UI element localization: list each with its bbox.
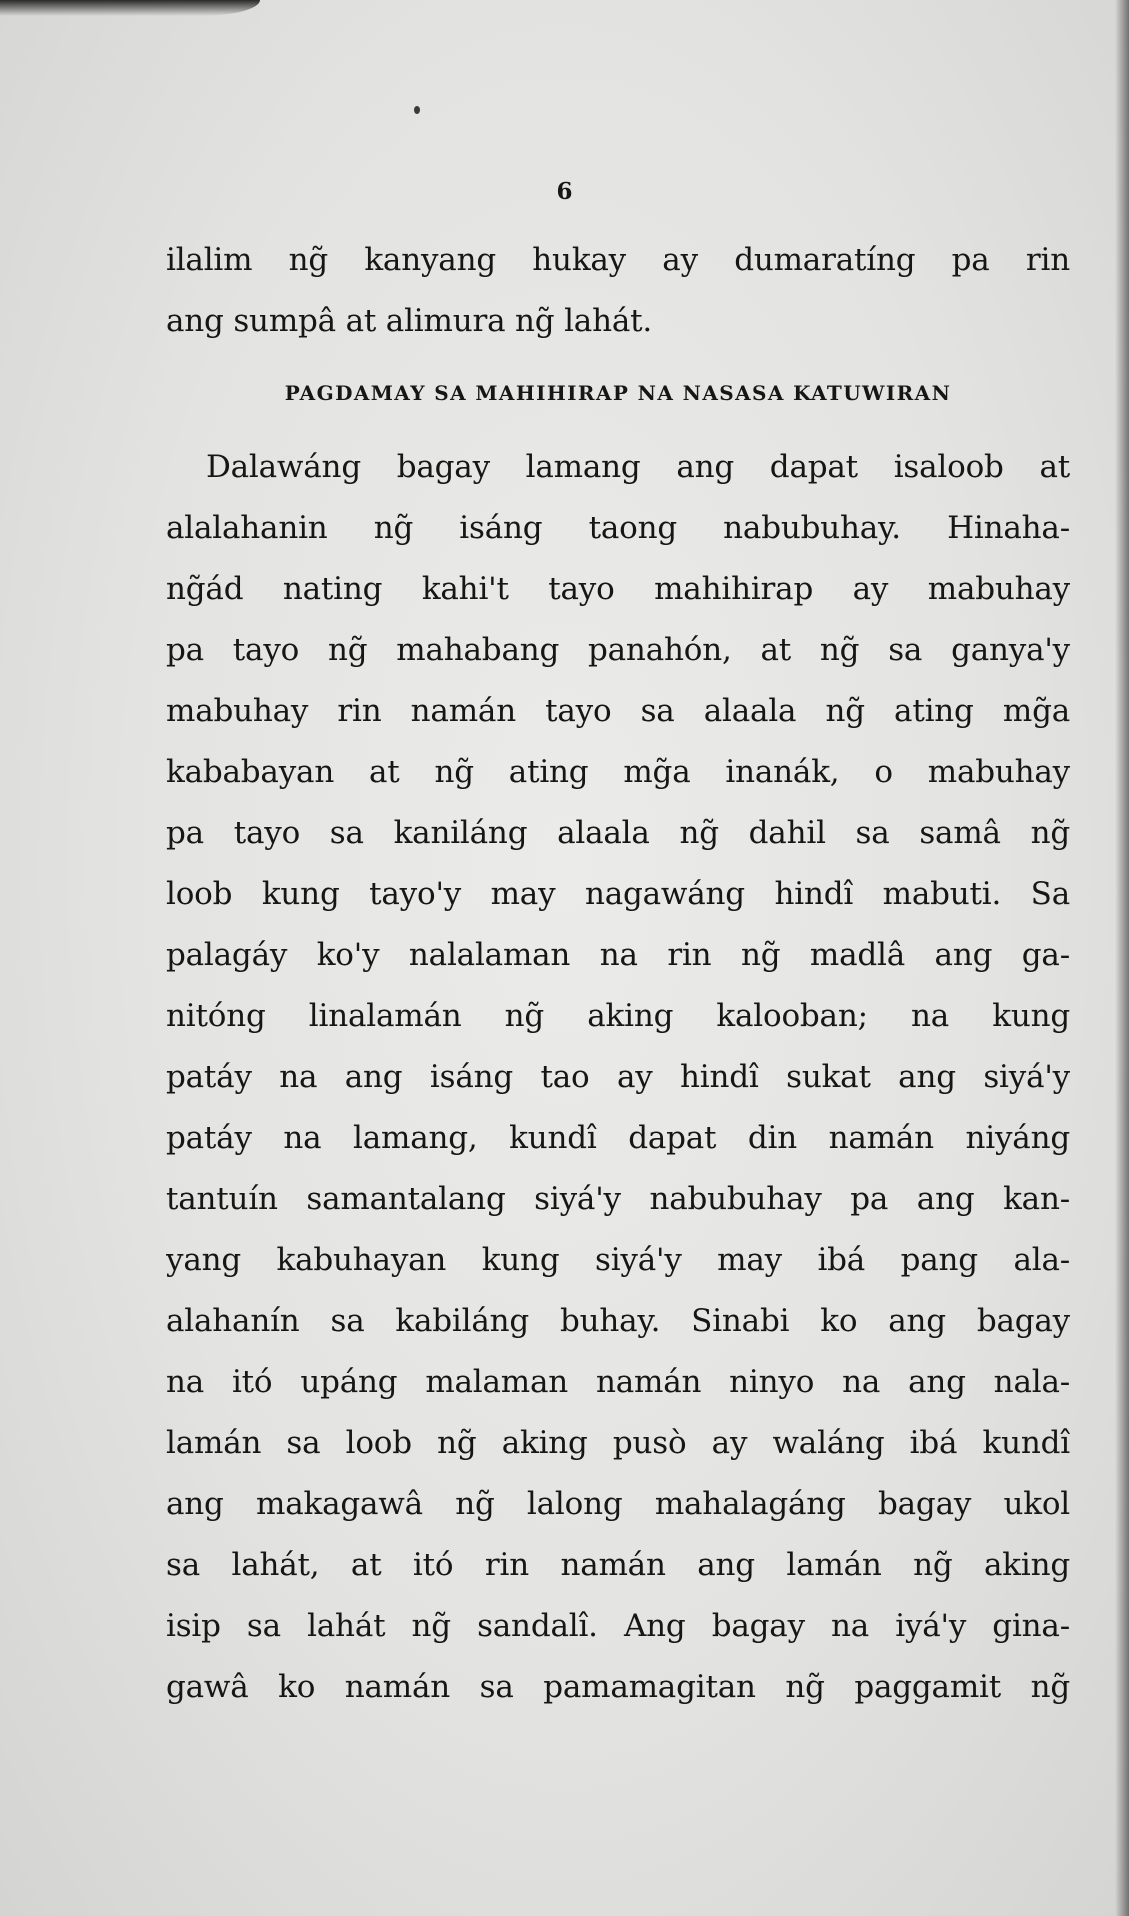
text-line: tantuín samantalang siyá'y nabubuhay pa ang kan-	[166, 1181, 1070, 1217]
text-line: palagáy ko'y nalalaman na rin ng̃ madlâ ang ga-	[166, 937, 1070, 973]
text-line: ang makagawâ ng̃ lalong mahalagáng bagay ukol	[166, 1486, 1070, 1522]
text-line: isip sa lahát ng̃ sandalî. Ang bagay na iyá'y gina-	[166, 1608, 1070, 1644]
text-line: ng̃ád nating kahi't tayo mahihirap ay mabuhay	[166, 571, 1070, 607]
text-line: ang sumpâ at alimura ng̃ lahát.	[166, 303, 653, 339]
text-line: nitóng linalamán ng̃ aking kalooban; na kung	[166, 998, 1070, 1034]
text-line: mabuhay rin namán tayo sa alaala ng̃ ating mg̃a	[166, 693, 1070, 729]
text-line: kababayan at ng̃ ating mg̃a inanák, o mabuhay	[166, 754, 1070, 790]
text-line: alahanín sa kabiláng buhay. Sinabi ko ang bagay	[166, 1303, 1070, 1339]
text-line: yang kabuhayan kung siyá'y may ibá pang ala-	[166, 1242, 1070, 1278]
text-line: pa tayo ng̃ mahabang panahón, at ng̃ sa ganya'y	[166, 632, 1070, 668]
section-heading: PAGDAMAY SA MAHIHIRAP NA NASASA KATUWIRAN	[284, 381, 952, 405]
text-line: pa tayo sa kaniláng alaala ng̃ dahil sa samâ ng̃	[166, 815, 1070, 851]
scan-edge-shadow	[0, 0, 260, 16]
paragraph	[166, 437, 1070, 1718]
page-number: 6	[556, 178, 573, 205]
text-line: ilalim ng̃ kanyang hukay ay dumaratíng pa rin	[166, 242, 1070, 278]
text-line: sa lahát, at itó rin namán ang lamán ng̃ aking	[166, 1547, 1070, 1583]
continuation-text	[166, 230, 1070, 352]
text-line: loob kung tayo'y may nagawáng hindî mabuti. Sa	[166, 876, 1070, 912]
text-line: lamán sa loob ng̃ aking pusò ay waláng ibá kundî	[166, 1425, 1070, 1461]
scan-speck	[414, 106, 420, 114]
page-gutter-shadow	[1115, 0, 1129, 1916]
text-line: na itó upáng malaman namán ninyo na ang nala-	[166, 1364, 1070, 1400]
text-line: alalahanin ng̃ isáng taong nabubuhay. Hinaha-	[166, 510, 1070, 546]
text-line: Dalawáng bagay lamang ang dapat isaloob at	[206, 449, 1070, 485]
text-line: patáy na ang isáng tao ay hindî sukat ang siyá'y	[166, 1059, 1070, 1095]
text-line: gawâ ko namán sa pamamagitan ng̃ paggamit ng̃	[166, 1669, 1070, 1705]
text-line: patáy na lamang, kundî dapat din namán niyáng	[166, 1120, 1070, 1156]
